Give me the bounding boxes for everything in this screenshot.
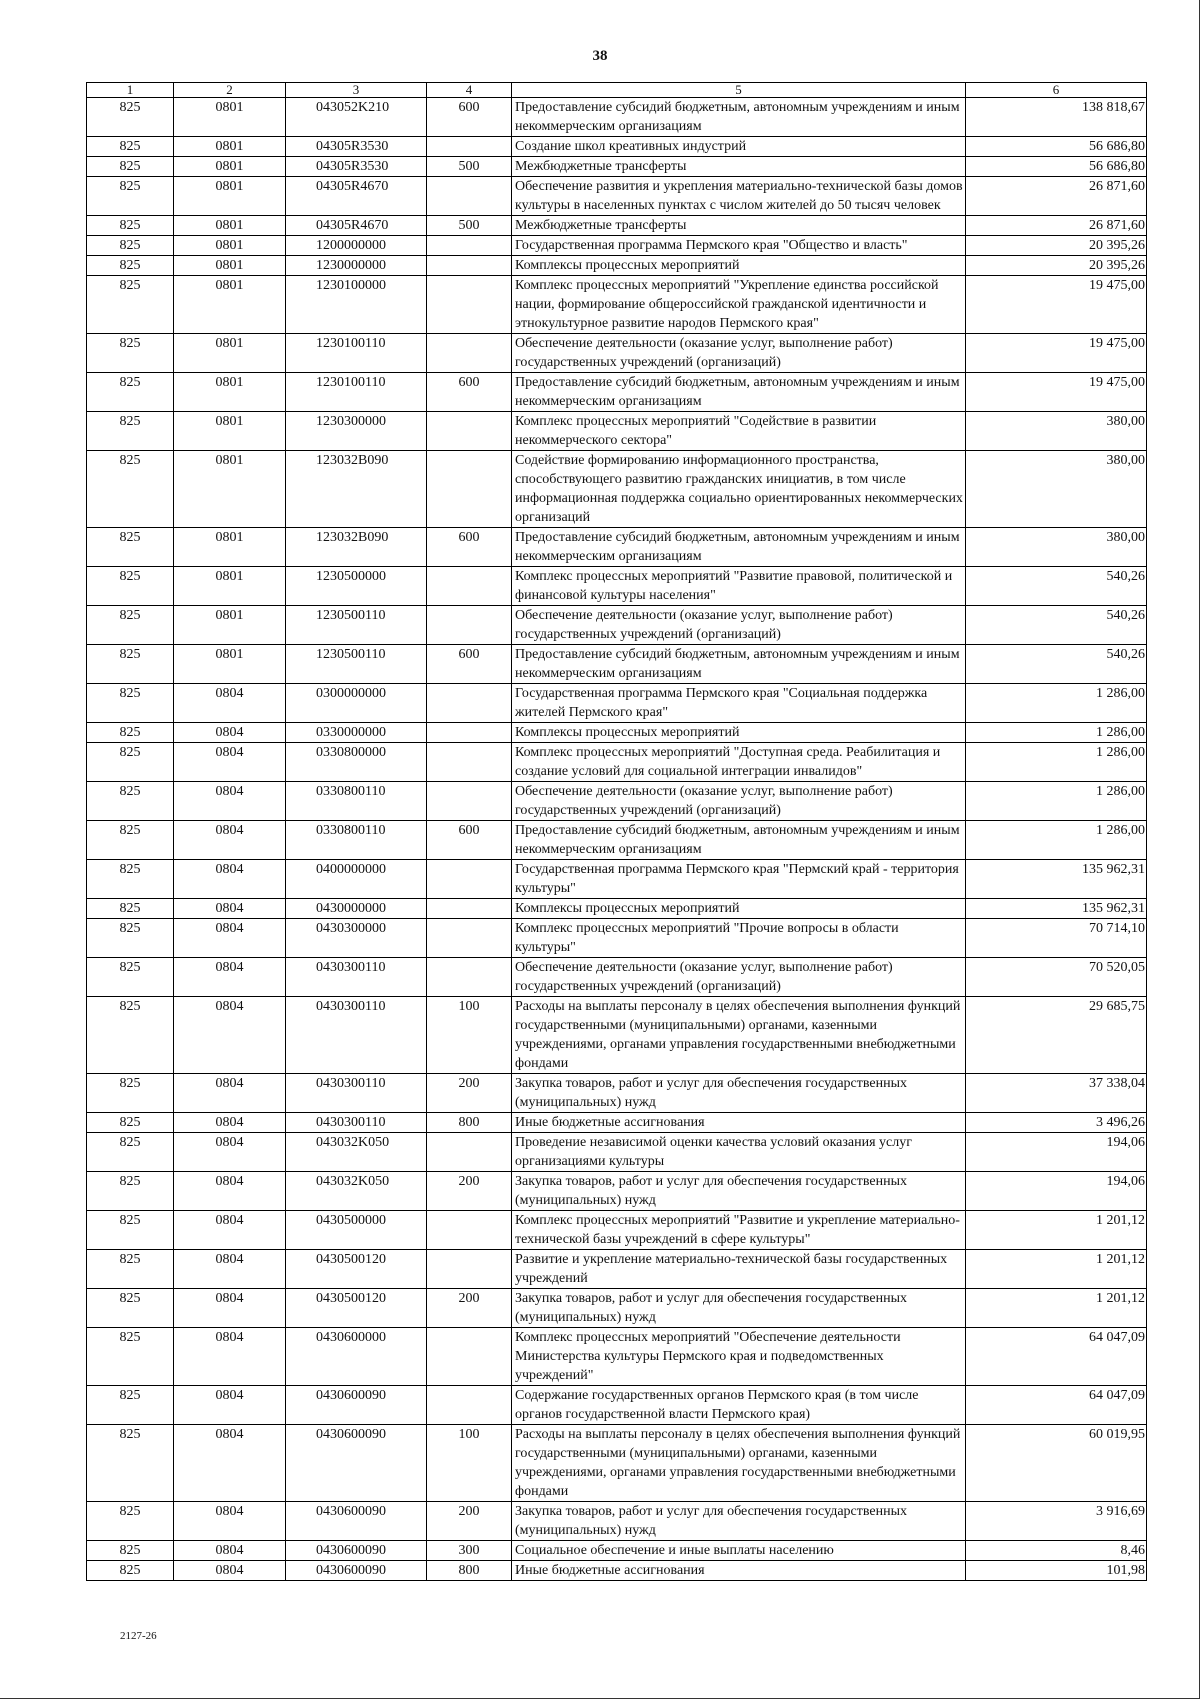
cell-amount: 60 019,95	[966, 1425, 1147, 1502]
cell-ministry-code: 825	[87, 1541, 174, 1561]
cell-ministry-code: 825	[87, 1502, 174, 1541]
cell-amount: 64 047,09	[966, 1328, 1147, 1386]
cell-expense-type-code: 200	[427, 1172, 512, 1211]
table-row	[87, 997, 1147, 1074]
cell-description: Расходы на выплаты персоналу в целях обеспечения выполнения функций государственными (муниципальными) органами, казенными учреждениями, органами управления государственными внебюджетными фондами	[512, 1425, 966, 1502]
cell-expense-type-code	[427, 1250, 512, 1289]
cell-amount: 380,00	[966, 451, 1147, 528]
cell-expense-type-code	[427, 606, 512, 645]
table-row	[87, 782, 1147, 821]
cell-ministry-code: 825	[87, 606, 174, 645]
budget-table	[86, 82, 1147, 1581]
cell-section-code: 0804	[174, 1425, 286, 1502]
cell-ministry-code: 825	[87, 1113, 174, 1133]
cell-expense-type-code	[427, 276, 512, 334]
cell-amount: 380,00	[966, 412, 1147, 451]
cell-section-code: 0801	[174, 216, 286, 236]
cell-section-code: 0801	[174, 528, 286, 567]
cell-amount: 1 201,12	[966, 1250, 1147, 1289]
cell-section-code: 0804	[174, 1289, 286, 1328]
cell-amount: 70 520,05	[966, 958, 1147, 997]
cell-section-code: 0801	[174, 451, 286, 528]
cell-description: Закупка товаров, работ и услуг для обеспечения государственных (муниципальных) нужд	[512, 1502, 966, 1541]
cell-description: Содержание государственных органов Пермского края (в том числе органов государственной власти Пермского края)	[512, 1386, 966, 1425]
cell-section-code: 0804	[174, 1328, 286, 1386]
cell-ministry-code: 825	[87, 1386, 174, 1425]
cell-section-code: 0804	[174, 958, 286, 997]
table-row	[87, 1074, 1147, 1113]
cell-expense-type-code: 800	[427, 1561, 512, 1581]
table-row	[87, 216, 1147, 236]
cell-amount: 101,98	[966, 1561, 1147, 1581]
cell-ministry-code: 825	[87, 919, 174, 958]
table-row	[87, 899, 1147, 919]
cell-target-article-code: 0430500000	[286, 1211, 427, 1250]
table-row	[87, 1541, 1147, 1561]
page-number: 38	[592, 48, 608, 64]
cell-section-code: 0804	[174, 1074, 286, 1113]
cell-section-code: 0804	[174, 1211, 286, 1250]
cell-ministry-code: 825	[87, 236, 174, 256]
cell-amount: 56 686,80	[966, 137, 1147, 157]
cell-amount: 1 286,00	[966, 723, 1147, 743]
table-row	[87, 177, 1147, 216]
cell-description: Государственная программа Пермского края "Пермский край - территория культуры"	[512, 860, 966, 899]
cell-section-code: 0804	[174, 1133, 286, 1172]
table-body	[87, 98, 1147, 1581]
cell-expense-type-code	[427, 1328, 512, 1386]
cell-target-article-code: 0330800000	[286, 743, 427, 782]
cell-target-article-code: 123032В090	[286, 451, 427, 528]
cell-ministry-code: 825	[87, 528, 174, 567]
cell-description: Обеспечение развития и укрепления материально-технической базы домов культуры в населенных пунктах с числом жителей до 50 тысяч человек	[512, 177, 966, 216]
cell-target-article-code: 0330800110	[286, 821, 427, 860]
cell-target-article-code: 123032В090	[286, 528, 427, 567]
cell-target-article-code: 0430600090	[286, 1541, 427, 1561]
cell-description: Содействие формированию информационного пространства, способствующего развитию гражданских инициатив, в том числе информационная поддержка социально ориентированных некоммерческих организаций	[512, 451, 966, 528]
table-row	[87, 157, 1147, 177]
cell-ministry-code: 825	[87, 782, 174, 821]
cell-expense-type-code: 200	[427, 1502, 512, 1541]
cell-section-code: 0804	[174, 1502, 286, 1541]
cell-amount: 135 962,31	[966, 860, 1147, 899]
table-row	[87, 606, 1147, 645]
cell-amount: 1 286,00	[966, 821, 1147, 860]
cell-expense-type-code	[427, 899, 512, 919]
cell-ministry-code: 825	[87, 1425, 174, 1502]
table-row	[87, 1328, 1147, 1386]
cell-description: Комплексы процессных мероприятий	[512, 256, 966, 276]
cell-expense-type-code: 600	[427, 821, 512, 860]
cell-target-article-code: 0300000000	[286, 684, 427, 723]
cell-ministry-code: 825	[87, 276, 174, 334]
cell-amount: 138 818,67	[966, 98, 1147, 137]
cell-target-article-code: 1230500110	[286, 645, 427, 684]
cell-expense-type-code: 500	[427, 216, 512, 236]
cell-description: Комплексы процессных мероприятий	[512, 723, 966, 743]
cell-section-code: 0804	[174, 743, 286, 782]
table-row	[87, 412, 1147, 451]
cell-ministry-code: 825	[87, 451, 174, 528]
cell-expense-type-code	[427, 1133, 512, 1172]
cell-description: Комплекс процессных мероприятий "Укрепление единства российской нации, формирование общероссийской гражданской идентичности и этнокультурное развитие народов Пермского края"	[512, 276, 966, 334]
cell-description: Обеспечение деятельности (оказание услуг, выполнение работ) государственных учреждений (организаций)	[512, 334, 966, 373]
cell-target-article-code: 0430600000	[286, 1328, 427, 1386]
column-header-4: 4	[427, 83, 512, 98]
cell-expense-type-code	[427, 334, 512, 373]
cell-description: Государственная программа Пермского края "Общество и власть"	[512, 236, 966, 256]
cell-section-code: 0801	[174, 373, 286, 412]
cell-expense-type-code	[427, 567, 512, 606]
cell-ministry-code: 825	[87, 997, 174, 1074]
cell-section-code: 0801	[174, 276, 286, 334]
table-row	[87, 821, 1147, 860]
cell-target-article-code: 1230100110	[286, 334, 427, 373]
table-header-row	[87, 83, 1147, 98]
cell-ministry-code: 825	[87, 743, 174, 782]
cell-description: Комплексы процессных мероприятий	[512, 899, 966, 919]
table-row	[87, 451, 1147, 528]
column-header-1: 1	[87, 83, 174, 98]
cell-target-article-code: 043032K050	[286, 1172, 427, 1211]
cell-target-article-code: 0430600090	[286, 1425, 427, 1502]
cell-ministry-code: 825	[87, 1328, 174, 1386]
cell-ministry-code: 825	[87, 334, 174, 373]
cell-amount: 1 286,00	[966, 684, 1147, 723]
cell-target-article-code: 1200000000	[286, 236, 427, 256]
cell-description: Комплекс процессных мероприятий "Обеспечение деятельности Министерства культуры Пермского края и подведомственных учреждений"	[512, 1328, 966, 1386]
cell-target-article-code: 0400000000	[286, 860, 427, 899]
cell-amount: 3 496,26	[966, 1113, 1147, 1133]
cell-expense-type-code	[427, 451, 512, 528]
cell-description: Государственная программа Пермского края "Социальная поддержка жителей Пермского края"	[512, 684, 966, 723]
cell-ministry-code: 825	[87, 256, 174, 276]
cell-amount: 3 916,69	[966, 1502, 1147, 1541]
cell-section-code: 0801	[174, 334, 286, 373]
cell-ministry-code: 825	[87, 1289, 174, 1328]
cell-ministry-code: 825	[87, 645, 174, 684]
cell-ministry-code: 825	[87, 567, 174, 606]
cell-description: Проведение независимой оценки качества условий оказания услуг организациями культуры	[512, 1133, 966, 1172]
cell-description: Предоставление субсидий бюджетным, автономным учреждениям и иным некоммерческим организациям	[512, 821, 966, 860]
cell-amount: 26 871,60	[966, 177, 1147, 216]
cell-expense-type-code: 600	[427, 645, 512, 684]
cell-expense-type-code: 500	[427, 157, 512, 177]
cell-target-article-code: 1230000000	[286, 256, 427, 276]
cell-section-code: 0804	[174, 1172, 286, 1211]
table-row	[87, 1289, 1147, 1328]
cell-section-code: 0801	[174, 256, 286, 276]
cell-amount: 37 338,04	[966, 1074, 1147, 1113]
cell-expense-type-code: 100	[427, 997, 512, 1074]
cell-expense-type-code	[427, 860, 512, 899]
table-row	[87, 1425, 1147, 1502]
cell-expense-type-code	[427, 137, 512, 157]
cell-description: Предоставление субсидий бюджетным, автономным учреждениям и иным некоммерческим организациям	[512, 528, 966, 567]
cell-ministry-code: 825	[87, 958, 174, 997]
cell-amount: 380,00	[966, 528, 1147, 567]
cell-amount: 1 286,00	[966, 782, 1147, 821]
cell-amount: 20 395,26	[966, 256, 1147, 276]
cell-expense-type-code	[427, 684, 512, 723]
cell-expense-type-code	[427, 177, 512, 216]
cell-section-code: 0804	[174, 821, 286, 860]
cell-target-article-code: 04305R3530	[286, 157, 427, 177]
document-code: 2127-26	[120, 1630, 157, 1642]
cell-amount: 64 047,09	[966, 1386, 1147, 1425]
cell-expense-type-code	[427, 782, 512, 821]
cell-target-article-code: 04305R4670	[286, 177, 427, 216]
cell-target-article-code: 0430500120	[286, 1289, 427, 1328]
cell-section-code: 0804	[174, 1561, 286, 1581]
cell-description: Развитие и укрепление материально-технической базы государственных учреждений	[512, 1250, 966, 1289]
cell-target-article-code: 0430500120	[286, 1250, 427, 1289]
cell-section-code: 0801	[174, 157, 286, 177]
cell-description: Обеспечение деятельности (оказание услуг, выполнение работ) государственных учреждений (организаций)	[512, 782, 966, 821]
cell-expense-type-code: 300	[427, 1541, 512, 1561]
table-row	[87, 98, 1147, 137]
cell-ministry-code: 825	[87, 860, 174, 899]
cell-amount: 20 395,26	[966, 236, 1147, 256]
cell-target-article-code: 0430300110	[286, 1074, 427, 1113]
cell-section-code: 0801	[174, 645, 286, 684]
cell-target-article-code: 0430300110	[286, 997, 427, 1074]
cell-ministry-code: 825	[87, 1561, 174, 1581]
cell-description: Закупка товаров, работ и услуг для обеспечения государственных (муниципальных) нужд	[512, 1172, 966, 1211]
cell-amount: 540,26	[966, 645, 1147, 684]
cell-target-article-code: 043032K050	[286, 1133, 427, 1172]
cell-ministry-code: 825	[87, 684, 174, 723]
table-row	[87, 1250, 1147, 1289]
cell-ministry-code: 825	[87, 412, 174, 451]
cell-description: Обеспечение деятельности (оказание услуг, выполнение работ) государственных учреждений (организаций)	[512, 606, 966, 645]
cell-section-code: 0804	[174, 997, 286, 1074]
cell-amount: 19 475,00	[966, 276, 1147, 334]
cell-amount: 540,26	[966, 606, 1147, 645]
table-row	[87, 1502, 1147, 1541]
cell-target-article-code: 043052K210	[286, 98, 427, 137]
cell-expense-type-code	[427, 723, 512, 743]
cell-amount: 194,06	[966, 1172, 1147, 1211]
cell-section-code: 0804	[174, 1113, 286, 1133]
cell-section-code: 0804	[174, 1541, 286, 1561]
cell-ministry-code: 825	[87, 177, 174, 216]
cell-section-code: 0801	[174, 137, 286, 157]
cell-target-article-code: 1230100110	[286, 373, 427, 412]
cell-ministry-code: 825	[87, 723, 174, 743]
cell-section-code: 0804	[174, 1386, 286, 1425]
cell-section-code: 0801	[174, 412, 286, 451]
cell-expense-type-code: 600	[427, 98, 512, 137]
cell-ministry-code: 825	[87, 98, 174, 137]
cell-amount: 19 475,00	[966, 373, 1147, 412]
cell-target-article-code: 0430600090	[286, 1502, 427, 1541]
cell-expense-type-code: 100	[427, 1425, 512, 1502]
cell-description: Комплекс процессных мероприятий "Развитие и укрепление материально-технической базы учреждений в сфере культуры"	[512, 1211, 966, 1250]
cell-target-article-code: 1230500000	[286, 567, 427, 606]
cell-expense-type-code	[427, 412, 512, 451]
cell-section-code: 0801	[174, 606, 286, 645]
cell-target-article-code: 0430300110	[286, 958, 427, 997]
table-row	[87, 743, 1147, 782]
table-row	[87, 684, 1147, 723]
cell-expense-type-code: 800	[427, 1113, 512, 1133]
cell-amount: 26 871,60	[966, 216, 1147, 236]
cell-description: Социальное обеспечение и иные выплаты населению	[512, 1541, 966, 1561]
cell-section-code: 0801	[174, 236, 286, 256]
cell-section-code: 0804	[174, 782, 286, 821]
cell-description: Предоставление субсидий бюджетным, автономным учреждениям и иным некоммерческим организациям	[512, 373, 966, 412]
table-row	[87, 373, 1147, 412]
cell-ministry-code: 825	[87, 1250, 174, 1289]
table-row	[87, 334, 1147, 373]
cell-amount: 135 962,31	[966, 899, 1147, 919]
table-row	[87, 1113, 1147, 1133]
cell-section-code: 0804	[174, 860, 286, 899]
cell-description: Комплекс процессных мероприятий "Развитие правовой, политической и финансовой культуры населения"	[512, 567, 966, 606]
table-row	[87, 137, 1147, 157]
cell-expense-type-code: 600	[427, 528, 512, 567]
column-header-5: 5	[512, 83, 966, 98]
cell-target-article-code: 0330000000	[286, 723, 427, 743]
cell-target-article-code: 04305R4670	[286, 216, 427, 236]
cell-target-article-code: 0430300000	[286, 919, 427, 958]
cell-ministry-code: 825	[87, 157, 174, 177]
cell-description: Предоставление субсидий бюджетным, автономным учреждениям и иным некоммерческим организациям	[512, 98, 966, 137]
cell-expense-type-code	[427, 236, 512, 256]
table-row	[87, 1172, 1147, 1211]
cell-description: Расходы на выплаты персоналу в целях обеспечения выполнения функций государственными (муниципальными) органами, казенными учреждениями, органами управления государственными внебюджетными фондами	[512, 997, 966, 1074]
table-row	[87, 528, 1147, 567]
cell-ministry-code: 825	[87, 373, 174, 412]
cell-description: Комплекс процессных мероприятий "Содействие в развитии некоммерческого сектора"	[512, 412, 966, 451]
table-row	[87, 919, 1147, 958]
cell-description: Создание школ креативных индустрий	[512, 137, 966, 157]
cell-expense-type-code	[427, 1386, 512, 1425]
cell-expense-type-code	[427, 743, 512, 782]
cell-description: Обеспечение деятельности (оказание услуг, выполнение работ) государственных учреждений (организаций)	[512, 958, 966, 997]
cell-target-article-code: 1230500110	[286, 606, 427, 645]
cell-ministry-code: 825	[87, 137, 174, 157]
cell-target-article-code: 1230100000	[286, 276, 427, 334]
cell-section-code: 0801	[174, 98, 286, 137]
cell-section-code: 0801	[174, 567, 286, 606]
cell-description: Межбюджетные трансферты	[512, 216, 966, 236]
cell-description: Комплекс процессных мероприятий "Прочие вопросы в области культуры"	[512, 919, 966, 958]
cell-ministry-code: 825	[87, 821, 174, 860]
table-row	[87, 645, 1147, 684]
cell-expense-type-code: 200	[427, 1289, 512, 1328]
cell-section-code: 0801	[174, 177, 286, 216]
table-row	[87, 1561, 1147, 1581]
cell-description: Комплекс процессных мероприятий "Доступная среда. Реабилитация и создание условий для социальной интеграции инвалидов"	[512, 743, 966, 782]
table-row	[87, 1386, 1147, 1425]
cell-expense-type-code	[427, 256, 512, 276]
cell-description: Межбюджетные трансферты	[512, 157, 966, 177]
table-row	[87, 958, 1147, 997]
cell-section-code: 0804	[174, 723, 286, 743]
cell-section-code: 0804	[174, 899, 286, 919]
cell-section-code: 0804	[174, 919, 286, 958]
cell-target-article-code: 0430300110	[286, 1113, 427, 1133]
table-row	[87, 1133, 1147, 1172]
cell-expense-type-code	[427, 1211, 512, 1250]
cell-expense-type-code: 600	[427, 373, 512, 412]
cell-amount: 8,46	[966, 1541, 1147, 1561]
column-header-2: 2	[174, 83, 286, 98]
cell-description: Закупка товаров, работ и услуг для обеспечения государственных (муниципальных) нужд	[512, 1289, 966, 1328]
cell-ministry-code: 825	[87, 899, 174, 919]
table-row	[87, 236, 1147, 256]
cell-description: Закупка товаров, работ и услуг для обеспечения государственных (муниципальных) нужд	[512, 1074, 966, 1113]
table-row	[87, 567, 1147, 606]
cell-expense-type-code: 200	[427, 1074, 512, 1113]
cell-amount: 1 286,00	[966, 743, 1147, 782]
cell-ministry-code: 825	[87, 1074, 174, 1113]
cell-target-article-code: 04305R3530	[286, 137, 427, 157]
cell-description: Предоставление субсидий бюджетным, автономным учреждениям и иным некоммерческим организациям	[512, 645, 966, 684]
cell-ministry-code: 825	[87, 216, 174, 236]
cell-amount: 1 201,12	[966, 1289, 1147, 1328]
cell-amount: 29 685,75	[966, 997, 1147, 1074]
cell-expense-type-code	[427, 919, 512, 958]
cell-amount: 56 686,80	[966, 157, 1147, 177]
cell-target-article-code: 0430600090	[286, 1561, 427, 1581]
cell-ministry-code: 825	[87, 1172, 174, 1211]
cell-description: Иные бюджетные ассигнования	[512, 1561, 966, 1581]
cell-target-article-code: 0330800110	[286, 782, 427, 821]
cell-target-article-code: 0430600090	[286, 1386, 427, 1425]
cell-ministry-code: 825	[87, 1133, 174, 1172]
cell-amount: 19 475,00	[966, 334, 1147, 373]
cell-expense-type-code	[427, 958, 512, 997]
cell-target-article-code: 1230300000	[286, 412, 427, 451]
cell-amount: 540,26	[966, 567, 1147, 606]
table-row	[87, 1211, 1147, 1250]
cell-amount: 194,06	[966, 1133, 1147, 1172]
table-row	[87, 723, 1147, 743]
table-row	[87, 860, 1147, 899]
table-row	[87, 276, 1147, 334]
column-header-3: 3	[286, 83, 427, 98]
cell-section-code: 0804	[174, 1250, 286, 1289]
cell-ministry-code: 825	[87, 1211, 174, 1250]
cell-section-code: 0804	[174, 684, 286, 723]
table-row	[87, 256, 1147, 276]
column-header-6: 6	[966, 83, 1147, 98]
cell-target-article-code: 0430000000	[286, 899, 427, 919]
cell-amount: 1 201,12	[966, 1211, 1147, 1250]
cell-amount: 70 714,10	[966, 919, 1147, 958]
cell-description: Иные бюджетные ассигнования	[512, 1113, 966, 1133]
